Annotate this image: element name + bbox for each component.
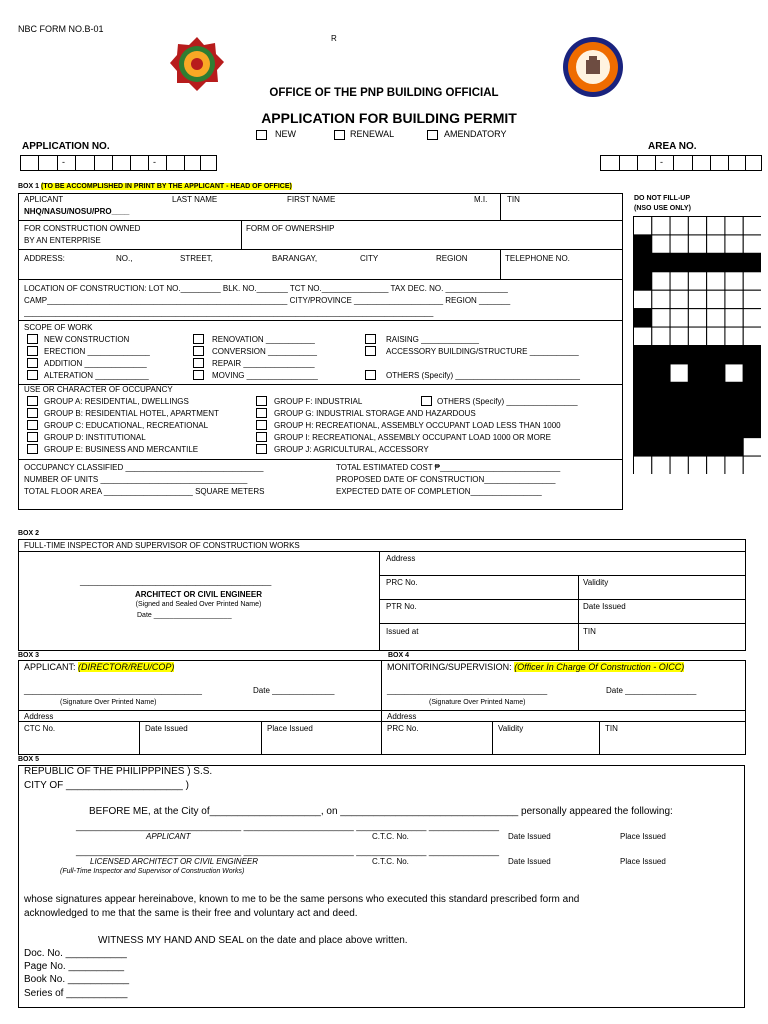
group-e-checkbox[interactable] bbox=[27, 444, 38, 454]
nso-grid-cell bbox=[652, 272, 670, 290]
nso-grid-cell bbox=[688, 235, 706, 253]
renovation-label: RENOVATION ___________ bbox=[212, 335, 315, 344]
nso-grid-cell bbox=[652, 438, 670, 456]
scope-others-label: OTHERS (Specify) ____________________________ bbox=[386, 371, 580, 380]
nso-grid-cell bbox=[688, 419, 706, 437]
nso-grid-cell bbox=[634, 346, 652, 364]
date-issued-caption-1: Date Issued bbox=[508, 832, 551, 841]
nso-grid-cell bbox=[725, 456, 743, 474]
last-name-label: LAST NAME bbox=[172, 195, 218, 204]
renovation-checkbox[interactable] bbox=[193, 334, 204, 344]
mi-label: M.I. bbox=[474, 195, 488, 204]
nso-grid-cell bbox=[743, 217, 761, 235]
nhq-field[interactable]: NHQ/NASU/NOSU/PRO____ bbox=[24, 207, 130, 216]
group-f-label: GROUP F: INDUSTRIAL bbox=[274, 397, 363, 406]
box3-ctc: CTC No. bbox=[24, 724, 56, 733]
box2-title: FULL-TIME INSPECTOR AND SUPERVISOR OF CONSTRUCTION WORKS bbox=[24, 541, 300, 550]
nso-grid-cell bbox=[688, 364, 706, 382]
nso-grid-cell bbox=[688, 327, 706, 345]
nso-grid-cell bbox=[670, 382, 688, 400]
new-construction-label: NEW CONSTRUCTION bbox=[44, 335, 130, 344]
nso-grid-cell bbox=[743, 401, 761, 419]
nso-grid-cell bbox=[725, 364, 743, 382]
amendatory-checkbox[interactable] bbox=[427, 130, 438, 140]
nso-grid-cell bbox=[670, 438, 688, 456]
aplicant-label: APLICANT bbox=[24, 195, 64, 204]
nso-grid-cell bbox=[670, 253, 688, 271]
nso-grid-cell bbox=[707, 217, 725, 235]
group-j-label: GROUP J: AGRICULTURAL, ACCESSORY bbox=[274, 445, 429, 454]
city-of-line[interactable]: CITY OF _____________________ ) bbox=[24, 780, 189, 791]
nso-grid-cell bbox=[743, 309, 761, 327]
moving-checkbox[interactable] bbox=[193, 370, 204, 380]
conversion-checkbox[interactable] bbox=[193, 346, 204, 356]
nso-grid-cell bbox=[743, 272, 761, 290]
nso-grid-cell bbox=[634, 382, 652, 400]
nso-grid-cell bbox=[743, 346, 761, 364]
group-h-label: GROUP H: RECREATIONAL, ASSEMBLY OCCUPANT LOAD LESS THAN 1000 bbox=[274, 421, 561, 430]
proposed-date[interactable]: PROPOSED DATE OF CONSTRUCTION________________ bbox=[336, 475, 556, 484]
erection-label: ERECTION ______________ bbox=[44, 347, 150, 356]
book-no[interactable]: Book No. ___________ bbox=[24, 974, 130, 985]
licensed-caption: LICENSED ARCHITECT OR CIVIL ENGINEER bbox=[90, 857, 259, 866]
republic-line: REPUBLIC OF THE PHILIPPPINES ) S.S. bbox=[24, 766, 213, 777]
nso-grid-cell bbox=[707, 290, 725, 308]
nso-grid-cell bbox=[743, 253, 761, 271]
nso-grid-cell bbox=[743, 438, 761, 456]
no-label: NO., bbox=[116, 254, 133, 263]
box3-sig-note: (Signature Over Printed Name) bbox=[60, 699, 157, 706]
for-construction-label: FOR CONSTRUCTION OWNED bbox=[24, 224, 141, 233]
nso-grid-cell bbox=[652, 309, 670, 327]
nso-grid-cell bbox=[707, 401, 725, 419]
nso-grid-cell bbox=[707, 364, 725, 382]
nso-grid-cell bbox=[670, 419, 688, 437]
nso-grid-cell bbox=[670, 401, 688, 419]
conversion-label: CONVERSION ___________ bbox=[212, 347, 317, 356]
office-title: OFFICE OF THE PNP BUILDING OFFICIAL bbox=[269, 87, 499, 99]
nso-grid bbox=[633, 216, 761, 474]
box34-frame bbox=[18, 660, 746, 755]
group-i-label: GROUP I: RECREATIONAL, ASSEMBLY OCCUPANT LOAD 1000 OR MORE bbox=[274, 433, 551, 442]
nso-grid-cell bbox=[652, 327, 670, 345]
box3-address: Address bbox=[24, 712, 54, 721]
new-label: NEW bbox=[275, 129, 296, 139]
nso-grid-cell bbox=[688, 253, 706, 271]
nso-grid-cell bbox=[725, 438, 743, 456]
dash-1: - bbox=[62, 157, 65, 167]
group-d-label: GROUP D: INSTITUTIONAL bbox=[44, 433, 146, 442]
camp-line[interactable]: CAMP______________________________________________________ CITY/PROVINCE ____________________ REGION _______ bbox=[24, 296, 511, 305]
form-number: NBC FORM NO.B-01 bbox=[18, 24, 104, 34]
alteration-checkbox[interactable] bbox=[27, 370, 38, 380]
box5-frame bbox=[18, 765, 745, 1008]
box4-monitoring: MONITORING/SUPERVISION: (Officer In Charge Of Construction - OICC) bbox=[387, 662, 685, 672]
box3-date-issued: Date Issued bbox=[145, 724, 188, 733]
pnp-seal-logo bbox=[168, 35, 226, 93]
nso-grid-cell bbox=[634, 456, 652, 474]
nso-grid-cell bbox=[688, 382, 706, 400]
address-label: ADDRESS: bbox=[24, 254, 65, 263]
group-g-checkbox[interactable] bbox=[256, 408, 267, 418]
erection-checkbox[interactable] bbox=[27, 346, 38, 356]
street-label: STREET, bbox=[180, 254, 213, 263]
tin-label: TIN bbox=[507, 195, 520, 204]
box4-label: BOX 4 bbox=[388, 652, 410, 659]
nso-grid-cell bbox=[725, 382, 743, 400]
box4-prc: PRC No. bbox=[387, 724, 419, 733]
box3-applicant: APPLICANT: (DIRECTOR/REU/COP) bbox=[24, 662, 175, 672]
number-units[interactable]: NUMBER OF UNITS _________________________________ bbox=[24, 475, 248, 484]
region-label: REGION bbox=[436, 254, 468, 263]
accessory-checkbox[interactable] bbox=[365, 346, 376, 356]
box2-validity: Validity bbox=[583, 578, 609, 587]
box2-label: BOX 2 bbox=[18, 530, 40, 537]
nso-grid-cell bbox=[652, 419, 670, 437]
nso-grid-cell bbox=[725, 327, 743, 345]
nso-grid-cell bbox=[634, 401, 652, 419]
barangay-label: BARANGAY, bbox=[272, 254, 318, 263]
r-mark: R bbox=[331, 34, 337, 43]
whose-line-1: whose signatures appear hereinabove, known to me to be the same persons who executed this standard prescribed form and bbox=[24, 894, 580, 905]
nso-grid-cell bbox=[707, 456, 725, 474]
dash-2: - bbox=[153, 157, 156, 167]
raising-label: RAISING _____________ bbox=[386, 335, 479, 344]
nso-grid-cell bbox=[652, 290, 670, 308]
nso-grid-cell bbox=[688, 456, 706, 474]
box4-sig-line[interactable]: ____________________________________ bbox=[387, 686, 548, 695]
box3-place-issued: Place Issued bbox=[267, 724, 313, 733]
nso-grid-cell bbox=[725, 346, 743, 364]
nso-grid-cell bbox=[725, 272, 743, 290]
nso-grid-cell bbox=[688, 346, 706, 364]
before-me-line[interactable]: BEFORE ME, at the City of____________________, on ________________________________ personally appeared the following: bbox=[89, 806, 673, 817]
first-name-label: FIRST NAME bbox=[287, 195, 336, 204]
box3-label: BOX 3 bbox=[18, 652, 40, 659]
box2-role: ARCHITECT OR CIVIL ENGINEER bbox=[135, 590, 262, 599]
engineer-lines[interactable]: _________________________________ ______________________ ______________ ______________ bbox=[76, 846, 499, 856]
nso-grid-cell bbox=[688, 217, 706, 235]
renewal-checkbox[interactable] bbox=[334, 130, 345, 140]
group-h-checkbox[interactable] bbox=[256, 420, 267, 430]
group-c-checkbox[interactable] bbox=[27, 420, 38, 430]
application-no-label: APPLICATION NO. bbox=[22, 141, 110, 152]
group-e-label: GROUP E: BUSINESS AND MERCANTILE bbox=[44, 445, 199, 454]
form-title: APPLICATION FOR BUILDING PERMIT bbox=[261, 110, 517, 126]
repair-checkbox[interactable] bbox=[193, 358, 204, 368]
nso-grid-cell bbox=[634, 217, 652, 235]
nso-grid-cell bbox=[670, 364, 688, 382]
floor-area[interactable]: TOTAL FLOOR AREA ____________________ SQUARE METERS bbox=[24, 487, 265, 496]
box4-validity: Validity bbox=[498, 724, 524, 733]
box4-date[interactable]: Date ________________ bbox=[606, 686, 697, 695]
nso-grid-cell bbox=[688, 401, 706, 419]
nso-grid-cell bbox=[652, 346, 670, 364]
nso-grid-cell bbox=[725, 401, 743, 419]
box2-date-issued: Date Issued bbox=[583, 602, 626, 611]
page-no[interactable]: Page No. __________ bbox=[24, 961, 125, 972]
area-no-label: AREA NO. bbox=[648, 141, 697, 152]
box4-tin: TIN bbox=[605, 724, 618, 733]
use-title: USE OR CHARACTER OF OCCUPANCY bbox=[24, 385, 173, 394]
nso-grid-cell bbox=[634, 272, 652, 290]
nso-grid-cell bbox=[670, 346, 688, 364]
box3-date[interactable]: Date ______________ bbox=[253, 686, 335, 695]
nso-grid-cell bbox=[707, 272, 725, 290]
nso-line1: DO NOT FILL-UP bbox=[634, 195, 690, 202]
group-i-checkbox[interactable] bbox=[256, 432, 267, 442]
city-label: CITY bbox=[360, 254, 379, 263]
group-d-checkbox[interactable] bbox=[27, 432, 38, 442]
nso-grid-cell bbox=[652, 364, 670, 382]
nso-grid-cell bbox=[688, 290, 706, 308]
addition-label: ADDITION ______________ bbox=[44, 359, 147, 368]
fulltime-caption: (Full-Time Inspector and Supervisor of Construction Works) bbox=[60, 868, 245, 875]
location-line[interactable]: LOCATION OF CONSTRUCTION: LOT NO._________ BLK. NO._______ TCT NO._______________ TAX DEC. NO. ______________ bbox=[24, 284, 508, 293]
use-others-label: OTHERS (Specify) ________________ bbox=[437, 397, 578, 406]
nso-grid-cell bbox=[652, 456, 670, 474]
doc-no[interactable]: Doc. No. ___________ bbox=[24, 948, 127, 959]
expected-date[interactable]: EXPECTED DATE OF COMPLETION________________ bbox=[336, 487, 542, 496]
group-g-label: GROUP G: INDUSTRIAL STORAGE AND HAZARDOUS bbox=[274, 409, 476, 418]
nso-grid-cell bbox=[670, 309, 688, 327]
form-ownership-label: FORM OF OWNERSHIP bbox=[246, 224, 335, 233]
nso-grid-cell bbox=[634, 438, 652, 456]
use-others-checkbox[interactable] bbox=[421, 396, 432, 406]
place-issued-caption-1: Place Issued bbox=[620, 832, 666, 841]
new-checkbox[interactable] bbox=[256, 130, 267, 140]
nso-grid-cell bbox=[634, 327, 652, 345]
group-a-label: GROUP A: RESIDENTIAL, DWELLINGS bbox=[44, 397, 189, 406]
whose-line-2: acknowledged to me that the same is their free and voluntary act and deed. bbox=[24, 908, 358, 919]
group-b-checkbox[interactable] bbox=[27, 408, 38, 418]
nso-grid-cell bbox=[707, 235, 725, 253]
box3-sig-line[interactable]: ________________________________________ bbox=[24, 686, 202, 695]
nso-grid-cell bbox=[670, 272, 688, 290]
group-c-label: GROUP C: EDUCATIONAL, RECREATIONAL bbox=[44, 421, 209, 430]
nso-grid-cell bbox=[743, 327, 761, 345]
nso-grid-cell bbox=[725, 235, 743, 253]
nso-grid-cell bbox=[634, 235, 652, 253]
nso-grid-cell bbox=[725, 419, 743, 437]
box2-address: Address bbox=[386, 554, 416, 563]
applicant-caption: APPLICANT bbox=[146, 832, 191, 841]
nso-grid-cell bbox=[652, 235, 670, 253]
nso-grid-cell bbox=[707, 346, 725, 364]
nso-grid-cell bbox=[743, 419, 761, 437]
nso-grid-cell bbox=[707, 253, 725, 271]
nso-grid-cell bbox=[652, 253, 670, 271]
nso-grid-cell bbox=[725, 309, 743, 327]
repair-label: REPAIR ________________ bbox=[212, 359, 315, 368]
box5-label: BOX 5 bbox=[18, 756, 40, 763]
nso-grid-cell bbox=[743, 364, 761, 382]
nso-grid-cell bbox=[725, 217, 743, 235]
scope-title: SCOPE OF WORK bbox=[24, 323, 93, 332]
series-of[interactable]: Series of ___________ bbox=[24, 988, 128, 999]
applicant-lines[interactable]: _________________________________ ______________________ ______________ ______________ bbox=[76, 821, 499, 831]
nso-grid-cell bbox=[707, 419, 725, 437]
telephone-label: TELEPHONE NO. bbox=[505, 254, 570, 263]
nso-grid-cell bbox=[652, 217, 670, 235]
nso-grid-cell bbox=[670, 217, 688, 235]
place-issued-caption-2: Place Issued bbox=[620, 857, 666, 866]
nso-grid-cell bbox=[634, 253, 652, 271]
nso-grid-cell bbox=[725, 290, 743, 308]
nso-grid-cell bbox=[707, 327, 725, 345]
ctc-caption-2: C.T.C. No. bbox=[372, 857, 409, 866]
box4-sig-note: (Signature Over Printed Name) bbox=[429, 699, 526, 706]
ctc-caption-1: C.T.C. No. bbox=[372, 832, 409, 841]
nso-grid-cell bbox=[670, 456, 688, 474]
occupancy-classified[interactable]: OCCUPANCY CLASSIFIED _______________________________ bbox=[24, 463, 264, 472]
box2-tin: TIN bbox=[583, 627, 596, 636]
nso-grid-cell bbox=[707, 309, 725, 327]
nso-grid-cell bbox=[688, 309, 706, 327]
nso-grid-cell bbox=[652, 401, 670, 419]
nso-grid-cell bbox=[743, 235, 761, 253]
amendatory-label: AMENDATORY bbox=[444, 129, 507, 139]
nso-grid-cell bbox=[652, 382, 670, 400]
dash-3: - bbox=[660, 157, 663, 167]
box2-sig-line[interactable]: ___________________________________________ bbox=[80, 577, 272, 586]
accessory-label: ACCESSORY BUILDING/STRUCTURE ___________ bbox=[386, 347, 579, 356]
renewal-label: RENEWAL bbox=[350, 129, 395, 139]
nso-grid-cell bbox=[743, 456, 761, 474]
new-construction-checkbox[interactable] bbox=[27, 334, 38, 344]
nso-grid-cell bbox=[688, 438, 706, 456]
nso-grid-cell bbox=[725, 253, 743, 271]
box2-issued-at: Issued at bbox=[386, 627, 419, 636]
group-f-checkbox[interactable] bbox=[256, 396, 267, 406]
nso-grid-cell bbox=[634, 364, 652, 382]
group-b-label: GROUP B: RESIDENTIAL HOTEL, APARTMENT bbox=[44, 409, 219, 418]
box4-address: Address bbox=[387, 712, 417, 721]
nso-grid-cell bbox=[707, 438, 725, 456]
raising-checkbox[interactable] bbox=[365, 334, 376, 344]
camp-line-2[interactable]: ____________________________________________________________________________________________ bbox=[24, 308, 434, 317]
nso-grid-cell bbox=[707, 382, 725, 400]
box2-date[interactable]: Date ____________________ bbox=[137, 612, 232, 619]
nso-grid-cell bbox=[743, 290, 761, 308]
total-cost[interactable]: TOTAL ESTIMATED COST ₱___________________________ bbox=[336, 463, 561, 472]
application-no-field[interactable] bbox=[20, 155, 217, 171]
box2-ptr: PTR No. bbox=[386, 602, 417, 611]
nso-line2: (NSO USE ONLY) bbox=[634, 205, 691, 212]
group-j-checkbox[interactable] bbox=[256, 444, 267, 454]
nso-grid-cell bbox=[634, 309, 652, 327]
group-a-checkbox[interactable] bbox=[27, 396, 38, 406]
scope-others-checkbox[interactable] bbox=[365, 370, 376, 380]
witness-line: WITNESS MY HAND AND SEAL on the date and place above written. bbox=[98, 935, 408, 946]
box2-signed: (Signed and Sealed Over Printed Name) bbox=[135, 601, 262, 608]
alteration-label: ALTERATION ____________ bbox=[44, 371, 149, 380]
moving-label: MOVING ________________ bbox=[212, 371, 318, 380]
box2-prc: PRC No. bbox=[386, 578, 418, 587]
nso-grid-cell bbox=[670, 327, 688, 345]
date-issued-caption-2: Date Issued bbox=[508, 857, 551, 866]
nso-grid-cell bbox=[670, 290, 688, 308]
by-enterprise-label: BY AN ENTERPRISE bbox=[24, 236, 101, 245]
nso-grid-cell bbox=[634, 290, 652, 308]
area-no-field[interactable] bbox=[600, 155, 762, 171]
box1-label: BOX 1 (TO BE ACCOMPLISHED IN PRINT BY THE APPLICANT - HEAD OF OFFICE) bbox=[18, 183, 292, 190]
nso-grid-cell bbox=[688, 272, 706, 290]
nso-grid-cell bbox=[634, 419, 652, 437]
addition-checkbox[interactable] bbox=[27, 358, 38, 368]
nso-grid-cell bbox=[670, 235, 688, 253]
nso-grid-cell bbox=[743, 382, 761, 400]
